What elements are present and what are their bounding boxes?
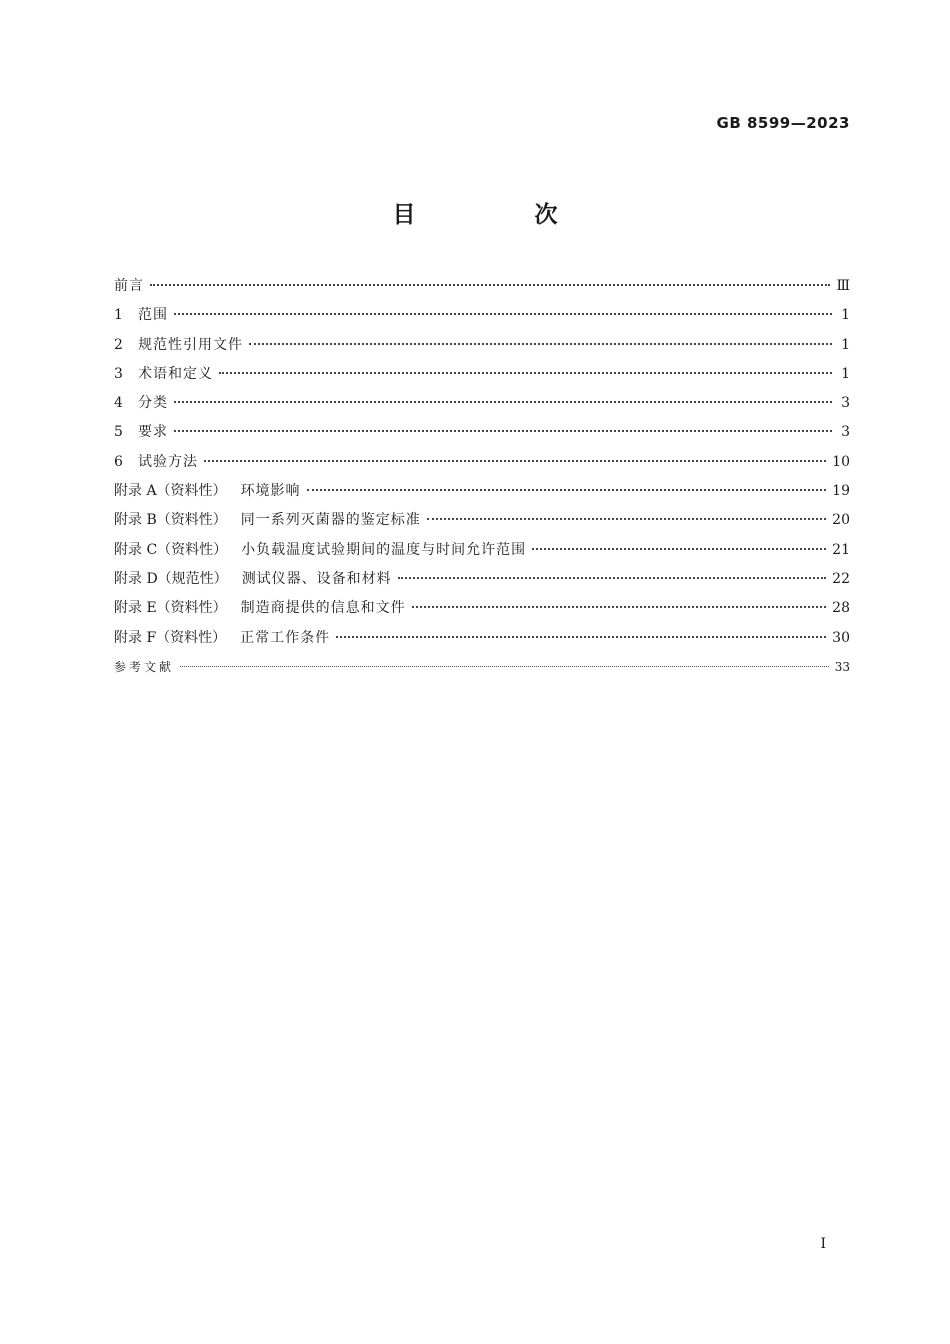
- toc-entry-number: 5: [114, 424, 123, 441]
- toc-entry-terms-definitions[interactable]: [114, 360, 850, 389]
- toc-entry-number: 3: [114, 365, 123, 382]
- toc-entry-title: 环境影响: [240, 483, 301, 500]
- toc-entry-page: 10: [832, 453, 850, 470]
- toc-entry-annex-f[interactable]: [114, 624, 850, 653]
- page-title: 目 次: [392, 202, 606, 228]
- dot-leader: [532, 548, 826, 550]
- dot-leader: [174, 313, 832, 315]
- dot-leader: [204, 460, 826, 462]
- toc-entry-title: 制造商提供的信息和文件: [240, 600, 406, 617]
- toc-entry-requirements[interactable]: [114, 418, 850, 447]
- toc-entry-scope[interactable]: [114, 301, 850, 330]
- dot-leader: [219, 372, 832, 374]
- dot-leader: [180, 666, 829, 667]
- toc-entry-page: 3: [841, 395, 850, 412]
- toc-entry-normative-references[interactable]: [114, 331, 850, 360]
- toc-entry-number: 1: [114, 307, 123, 324]
- toc-entry-number: 附录 C（资料性）: [114, 541, 228, 558]
- table-of-contents: [114, 272, 850, 682]
- toc-entry-title: 试验方法: [138, 453, 198, 470]
- toc-entry-number: 附录 E（资料性）: [114, 600, 227, 617]
- toc-entry-number: 4: [114, 395, 123, 412]
- toc-entry-title: 规范性引用文件: [138, 336, 243, 353]
- dot-leader: [412, 606, 827, 608]
- toc-entry-annex-b[interactable]: [114, 506, 850, 535]
- toc-entry-title: 测试仪器、设备和材料: [241, 570, 392, 587]
- toc-entry-annex-a[interactable]: [114, 477, 850, 506]
- toc-entry-page: Ⅲ: [836, 278, 850, 294]
- toc-entry-foreword[interactable]: [114, 272, 850, 301]
- dot-leader: [174, 430, 832, 432]
- dot-leader: [398, 577, 826, 579]
- toc-entry-page: 22: [832, 570, 850, 587]
- toc-entry-annex-e[interactable]: [114, 594, 850, 623]
- toc-entry-number: 附录 B（资料性）: [114, 512, 227, 529]
- toc-entry-page: 19: [832, 483, 850, 500]
- toc-entry-page: 1: [841, 307, 850, 324]
- toc-entry-title: 范围: [138, 307, 168, 324]
- toc-entry-page: 30: [832, 629, 850, 646]
- toc-entry-title: 正常工作条件: [240, 629, 331, 646]
- dot-leader: [427, 518, 826, 520]
- dot-leader: [174, 401, 832, 403]
- toc-entry-title: 术语和定义: [138, 365, 213, 382]
- toc-entry-number: 6: [114, 453, 123, 470]
- toc-entry-page: 21: [832, 541, 850, 558]
- toc-entry-title: 参考文献: [114, 659, 175, 674]
- toc-entry-title: 要求: [138, 424, 168, 441]
- toc-entry-page: 1: [841, 365, 850, 382]
- toc-entry-page: 28: [832, 600, 850, 617]
- dot-leader: [249, 343, 832, 345]
- toc-entry-bibliography[interactable]: [114, 653, 850, 682]
- toc-entry-title: 小负载温度试验期间的温度与时间允许范围: [241, 541, 527, 558]
- toc-entry-number: 附录 A（资料性）: [114, 483, 227, 500]
- toc-entry-number: 附录 F（资料性）: [114, 629, 227, 646]
- toc-entry-annex-d[interactable]: [114, 565, 850, 594]
- dot-leader: [336, 636, 826, 638]
- dot-leader: [150, 284, 830, 286]
- toc-entry-title: 分类: [138, 395, 168, 412]
- toc-entry-classification[interactable]: [114, 389, 850, 418]
- toc-entry-title: 同一系列灭菌器的鉴定标准: [240, 512, 421, 529]
- toc-entry-number: 2: [114, 336, 123, 353]
- toc-entry-page: 20: [832, 512, 850, 529]
- toc-entry-page: 33: [834, 659, 850, 674]
- toc-entry-title: 前言: [114, 278, 144, 294]
- toc-entry-number: 附录 D（规范性）: [114, 570, 228, 587]
- toc-entry-test-methods[interactable]: [114, 448, 850, 477]
- dot-leader: [307, 489, 827, 491]
- standard-code: GB 8599—2023: [716, 114, 850, 132]
- toc-entry-annex-c[interactable]: [114, 536, 850, 565]
- toc-entry-page: 1: [841, 336, 850, 353]
- toc-entry-page: 3: [841, 424, 850, 441]
- page-number: Ⅰ: [820, 1236, 826, 1252]
